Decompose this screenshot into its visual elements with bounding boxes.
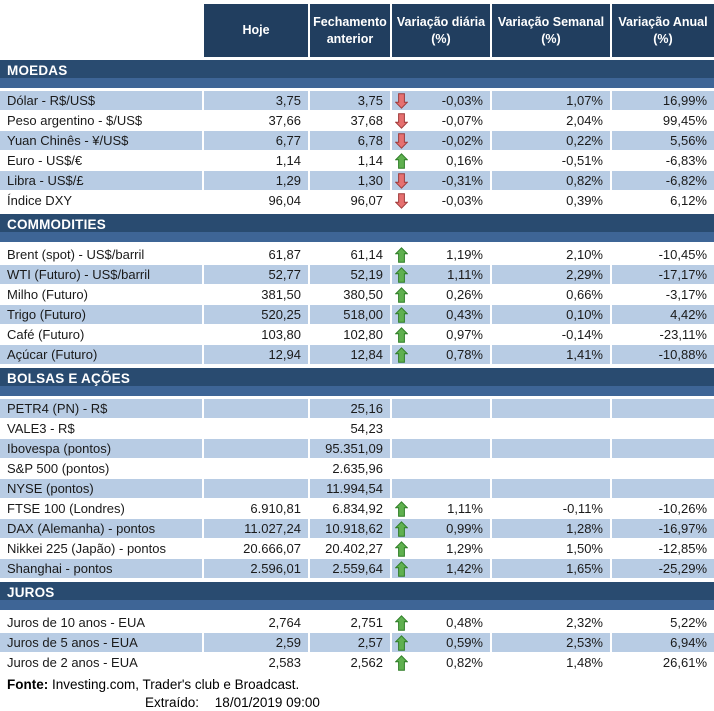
table-footer xyxy=(0,677,714,710)
table-section xyxy=(0,60,714,211)
weekly-variation-value: 2,32% xyxy=(492,613,612,633)
row-label: Açúcar (Futuro) xyxy=(0,345,204,365)
daily-variation-cell xyxy=(392,345,492,365)
annual-variation-value: -10,26% xyxy=(612,499,714,519)
trend-arrow-slot xyxy=(395,285,410,304)
up-arrow-icon xyxy=(395,521,408,537)
daily-variation-cell xyxy=(392,151,492,171)
row-label: FTSE 100 (Londres) xyxy=(0,499,204,519)
trend-arrow-slot xyxy=(395,171,410,190)
hoje-value xyxy=(204,419,310,439)
weekly-variation-value: 2,53% xyxy=(492,633,612,653)
weekly-variation-value xyxy=(492,459,612,479)
daily-variation-cell xyxy=(392,131,492,151)
trend-arrow-slot xyxy=(395,91,410,110)
table-row xyxy=(0,439,714,459)
fechamento-value: 2,562 xyxy=(310,653,392,673)
table-row xyxy=(0,305,714,325)
table-row xyxy=(0,131,714,151)
daily-variation-value: -0,03% xyxy=(441,193,483,208)
daily-variation-cell xyxy=(392,325,492,345)
down-arrow-icon xyxy=(395,133,408,149)
column-header-variacao-anual: Variação Anual (%) xyxy=(612,4,714,57)
row-label: Juros de 10 anos - EUA xyxy=(0,613,204,633)
row-label: Dólar - R$/US$ xyxy=(0,91,204,111)
table-header-row xyxy=(0,4,714,57)
annual-variation-value: -6,83% xyxy=(612,151,714,171)
weekly-variation-value: 2,29% xyxy=(492,265,612,285)
column-header-fechamento: Fechamento anterior xyxy=(310,4,392,57)
section-header-1: COMMODITIES xyxy=(0,214,714,242)
up-arrow-icon xyxy=(395,635,408,651)
fechamento-value: 2,751 xyxy=(310,613,392,633)
daily-variation-value: 0,99% xyxy=(446,521,483,536)
row-label: Juros de 5 anos - EUA xyxy=(0,633,204,653)
up-arrow-icon xyxy=(395,615,408,631)
fechamento-value: 102,80 xyxy=(310,325,392,345)
fechamento-value: 37,68 xyxy=(310,111,392,131)
row-label: Trigo (Futuro) xyxy=(0,305,204,325)
daily-variation-cell xyxy=(392,653,492,673)
column-header-variacao-semanal: Variação Semanal (%) xyxy=(492,4,612,57)
table-row xyxy=(0,539,714,559)
daily-variation-cell xyxy=(392,245,492,265)
fechamento-value: 2.635,96 xyxy=(310,459,392,479)
table-row xyxy=(0,499,714,519)
trend-arrow-slot xyxy=(395,345,410,364)
trend-arrow-slot xyxy=(395,111,410,130)
weekly-variation-value: 1,41% xyxy=(492,345,612,365)
source-label: Fonte: xyxy=(7,677,49,692)
weekly-variation-value: -0,51% xyxy=(492,151,612,171)
annual-variation-value: -16,97% xyxy=(612,519,714,539)
table-row xyxy=(0,459,714,479)
up-arrow-icon xyxy=(395,327,408,343)
daily-variation-cell xyxy=(392,305,492,325)
daily-variation-value: 0,43% xyxy=(446,307,483,322)
daily-variation-cell xyxy=(392,539,492,559)
daily-variation-cell xyxy=(392,459,492,479)
daily-variation-cell xyxy=(392,519,492,539)
hoje-value: 2.596,01 xyxy=(204,559,310,579)
annual-variation-value: 4,42% xyxy=(612,305,714,325)
up-arrow-icon xyxy=(395,347,408,363)
weekly-variation-value: 0,82% xyxy=(492,171,612,191)
daily-variation-cell xyxy=(392,633,492,653)
fechamento-value: 6.834,92 xyxy=(310,499,392,519)
table-row xyxy=(0,519,714,539)
row-label: Euro - US$/€ xyxy=(0,151,204,171)
table-row xyxy=(0,399,714,419)
daily-variation-cell xyxy=(392,285,492,305)
annual-variation-value: -12,85% xyxy=(612,539,714,559)
daily-variation-cell xyxy=(392,111,492,131)
up-arrow-icon xyxy=(395,267,408,283)
section-header-2: BOLSAS E AÇÕES xyxy=(0,368,714,396)
trend-arrow-slot xyxy=(395,245,410,264)
row-label: Café (Futuro) xyxy=(0,325,204,345)
annual-variation-value: 6,94% xyxy=(612,633,714,653)
hoje-value xyxy=(204,479,310,499)
annual-variation-value: -10,45% xyxy=(612,245,714,265)
table-row xyxy=(0,265,714,285)
annual-variation-value: 5,22% xyxy=(612,613,714,633)
row-label: Milho (Futuro) xyxy=(0,285,204,305)
fechamento-value: 52,19 xyxy=(310,265,392,285)
down-arrow-icon xyxy=(395,193,408,209)
table-row xyxy=(0,613,714,633)
annual-variation-value: 6,12% xyxy=(612,191,714,211)
weekly-variation-value xyxy=(492,419,612,439)
column-header-hoje: Hoje xyxy=(204,4,310,57)
fechamento-value: 61,14 xyxy=(310,245,392,265)
trend-arrow-slot xyxy=(395,439,410,458)
weekly-variation-value: -0,11% xyxy=(492,499,612,519)
down-arrow-icon xyxy=(395,113,408,129)
row-label: DAX (Alemanha) - pontos xyxy=(0,519,204,539)
trend-arrow-slot xyxy=(395,539,410,558)
up-arrow-icon xyxy=(395,307,408,323)
table-row xyxy=(0,245,714,265)
weekly-variation-value: 1,65% xyxy=(492,559,612,579)
row-label: WTI (Futuro) - US$/barril xyxy=(0,265,204,285)
annual-variation-value: -25,29% xyxy=(612,559,714,579)
up-arrow-icon xyxy=(395,541,408,557)
trend-arrow-slot xyxy=(395,499,410,518)
fechamento-value: 11.994,54 xyxy=(310,479,392,499)
daily-variation-value: 1,42% xyxy=(446,561,483,576)
table-row xyxy=(0,419,714,439)
table-row xyxy=(0,559,714,579)
hoje-value: 3,75 xyxy=(204,91,310,111)
up-arrow-icon xyxy=(395,247,408,263)
section-header-3: JUROS xyxy=(0,582,714,610)
section-header-0: MOEDAS xyxy=(0,60,714,88)
trend-arrow-slot xyxy=(395,559,410,578)
source-line xyxy=(7,677,714,692)
weekly-variation-value: -0,14% xyxy=(492,325,612,345)
trend-arrow-slot xyxy=(395,459,410,478)
up-arrow-icon xyxy=(395,501,408,517)
row-label: Juros de 2 anos - EUA xyxy=(0,653,204,673)
weekly-variation-value xyxy=(492,479,612,499)
row-label: Libra - US$/£ xyxy=(0,171,204,191)
trend-arrow-slot xyxy=(395,191,410,210)
trend-arrow-slot xyxy=(395,325,410,344)
hoje-value xyxy=(204,459,310,479)
daily-variation-value: 1,19% xyxy=(446,247,483,262)
table-row xyxy=(0,325,714,345)
annual-variation-value xyxy=(612,459,714,479)
hoje-value: 61,87 xyxy=(204,245,310,265)
up-arrow-icon xyxy=(395,153,408,169)
annual-variation-value xyxy=(612,419,714,439)
fechamento-value: 10.918,62 xyxy=(310,519,392,539)
annual-variation-value: 99,45% xyxy=(612,111,714,131)
fechamento-value: 25,16 xyxy=(310,399,392,419)
trend-arrow-slot xyxy=(395,265,410,284)
row-label: Yuan Chinês - ¥/US$ xyxy=(0,131,204,151)
annual-variation-value: -23,11% xyxy=(612,325,714,345)
fechamento-value: 1,14 xyxy=(310,151,392,171)
weekly-variation-value: 1,50% xyxy=(492,539,612,559)
row-label: VALE3 - R$ xyxy=(0,419,204,439)
trend-arrow-slot xyxy=(395,633,410,652)
fechamento-value: 380,50 xyxy=(310,285,392,305)
fechamento-value: 2.559,64 xyxy=(310,559,392,579)
table-row xyxy=(0,151,714,171)
extracted-timestamp: 18/01/2019 09:00 xyxy=(214,695,320,710)
table-row xyxy=(0,479,714,499)
hoje-value: 96,04 xyxy=(204,191,310,211)
weekly-variation-value xyxy=(492,439,612,459)
daily-variation-value: -0,02% xyxy=(441,133,483,148)
daily-variation-cell xyxy=(392,265,492,285)
daily-variation-value: 0,97% xyxy=(446,327,483,342)
daily-variation-cell xyxy=(392,419,492,439)
table-row xyxy=(0,285,714,305)
daily-variation-cell xyxy=(392,171,492,191)
hoje-value: 12,94 xyxy=(204,345,310,365)
fechamento-value: 2,57 xyxy=(310,633,392,653)
hoje-value: 52,77 xyxy=(204,265,310,285)
hoje-value: 11.027,24 xyxy=(204,519,310,539)
hoje-value: 1,14 xyxy=(204,151,310,171)
source-text: Investing.com, Trader's club e Broadcast. xyxy=(52,677,300,692)
daily-variation-value: 1,29% xyxy=(446,541,483,556)
hoje-value: 103,80 xyxy=(204,325,310,345)
fechamento-value: 3,75 xyxy=(310,91,392,111)
annual-variation-value: -6,82% xyxy=(612,171,714,191)
hoje-value: 520,25 xyxy=(204,305,310,325)
annual-variation-value xyxy=(612,399,714,419)
daily-variation-cell xyxy=(392,191,492,211)
fechamento-value: 95.351,09 xyxy=(310,439,392,459)
annual-variation-value: -10,88% xyxy=(612,345,714,365)
daily-variation-cell xyxy=(392,91,492,111)
weekly-variation-value: 1,48% xyxy=(492,653,612,673)
fechamento-value: 96,07 xyxy=(310,191,392,211)
trend-arrow-slot xyxy=(395,653,410,672)
fechamento-value: 1,30 xyxy=(310,171,392,191)
hoje-value: 381,50 xyxy=(204,285,310,305)
daily-variation-value: 0,26% xyxy=(446,287,483,302)
row-label: Shanghai - pontos xyxy=(0,559,204,579)
weekly-variation-value: 2,04% xyxy=(492,111,612,131)
annual-variation-value: 16,99% xyxy=(612,91,714,111)
table-section xyxy=(0,582,714,673)
trend-arrow-slot xyxy=(395,151,410,170)
row-label: Peso argentino - $/US$ xyxy=(0,111,204,131)
row-label: NYSE (pontos) xyxy=(0,479,204,499)
weekly-variation-value: 0,22% xyxy=(492,131,612,151)
hoje-value xyxy=(204,399,310,419)
daily-variation-value: 1,11% xyxy=(447,267,483,282)
daily-variation-value: -0,03% xyxy=(441,93,483,108)
hoje-value xyxy=(204,439,310,459)
trend-arrow-slot xyxy=(395,613,410,632)
trend-arrow-slot xyxy=(395,419,410,438)
daily-variation-value: -0,31% xyxy=(441,173,483,188)
weekly-variation-value: 1,07% xyxy=(492,91,612,111)
daily-variation-value: 0,82% xyxy=(446,655,483,670)
annual-variation-value: -17,17% xyxy=(612,265,714,285)
trend-arrow-slot xyxy=(395,399,410,418)
up-arrow-icon xyxy=(395,655,408,671)
daily-variation-cell xyxy=(392,559,492,579)
table-row xyxy=(0,171,714,191)
up-arrow-icon xyxy=(395,561,408,577)
table-section xyxy=(0,368,714,579)
row-label: Índice DXY xyxy=(0,191,204,211)
hoje-value: 1,29 xyxy=(204,171,310,191)
annual-variation-value xyxy=(612,439,714,459)
up-arrow-icon xyxy=(395,287,408,303)
header-corner-cell xyxy=(0,4,204,57)
fechamento-value: 20.402,27 xyxy=(310,539,392,559)
hoje-value: 6.910,81 xyxy=(204,499,310,519)
hoje-value: 2,583 xyxy=(204,653,310,673)
annual-variation-value: -3,17% xyxy=(612,285,714,305)
trend-arrow-slot xyxy=(395,479,410,498)
weekly-variation-value: 0,39% xyxy=(492,191,612,211)
table-section xyxy=(0,214,714,365)
fechamento-value: 54,23 xyxy=(310,419,392,439)
weekly-variation-value: 2,10% xyxy=(492,245,612,265)
fechamento-value: 12,84 xyxy=(310,345,392,365)
daily-variation-cell xyxy=(392,439,492,459)
extracted-line xyxy=(145,695,714,710)
weekly-variation-value: 1,28% xyxy=(492,519,612,539)
trend-arrow-slot xyxy=(395,131,410,150)
table-row xyxy=(0,633,714,653)
annual-variation-value: 5,56% xyxy=(612,131,714,151)
weekly-variation-value: 0,10% xyxy=(492,305,612,325)
daily-variation-value: 0,48% xyxy=(446,615,483,630)
hoje-value: 20.666,07 xyxy=(204,539,310,559)
down-arrow-icon xyxy=(395,173,408,189)
table-row xyxy=(0,191,714,211)
row-label: PETR4 (PN) - R$ xyxy=(0,399,204,419)
daily-variation-cell xyxy=(392,499,492,519)
extracted-label: Extraído: xyxy=(145,695,200,710)
row-label: S&P 500 (pontos) xyxy=(0,459,204,479)
daily-variation-cell xyxy=(392,479,492,499)
trend-arrow-slot xyxy=(395,519,410,538)
weekly-variation-value: 0,66% xyxy=(492,285,612,305)
table-row xyxy=(0,345,714,365)
row-label: Ibovespa (pontos) xyxy=(0,439,204,459)
annual-variation-value xyxy=(612,479,714,499)
hoje-value: 2,59 xyxy=(204,633,310,653)
hoje-value: 6,77 xyxy=(204,131,310,151)
column-header-variacao-diaria: Variação diária (%) xyxy=(392,4,492,57)
fechamento-value: 518,00 xyxy=(310,305,392,325)
trend-arrow-slot xyxy=(395,305,410,324)
hoje-value: 2,764 xyxy=(204,613,310,633)
row-label: Nikkei 225 (Japão) - pontos xyxy=(0,539,204,559)
fechamento-value: 6,78 xyxy=(310,131,392,151)
daily-variation-value: 0,59% xyxy=(446,635,483,650)
table-row xyxy=(0,91,714,111)
daily-variation-value: -0,07% xyxy=(441,113,483,128)
table-row xyxy=(0,111,714,131)
daily-variation-value: 0,16% xyxy=(446,153,483,168)
table-body xyxy=(0,60,714,673)
daily-variation-value: 0,78% xyxy=(446,347,483,362)
annual-variation-value: 26,61% xyxy=(612,653,714,673)
table-row xyxy=(0,653,714,673)
row-label: Brent (spot) - US$/barril xyxy=(0,245,204,265)
daily-variation-cell xyxy=(392,613,492,633)
down-arrow-icon xyxy=(395,93,408,109)
weekly-variation-value xyxy=(492,399,612,419)
hoje-value: 37,66 xyxy=(204,111,310,131)
daily-variation-cell xyxy=(392,399,492,419)
daily-variation-value: 1,11% xyxy=(447,501,483,516)
